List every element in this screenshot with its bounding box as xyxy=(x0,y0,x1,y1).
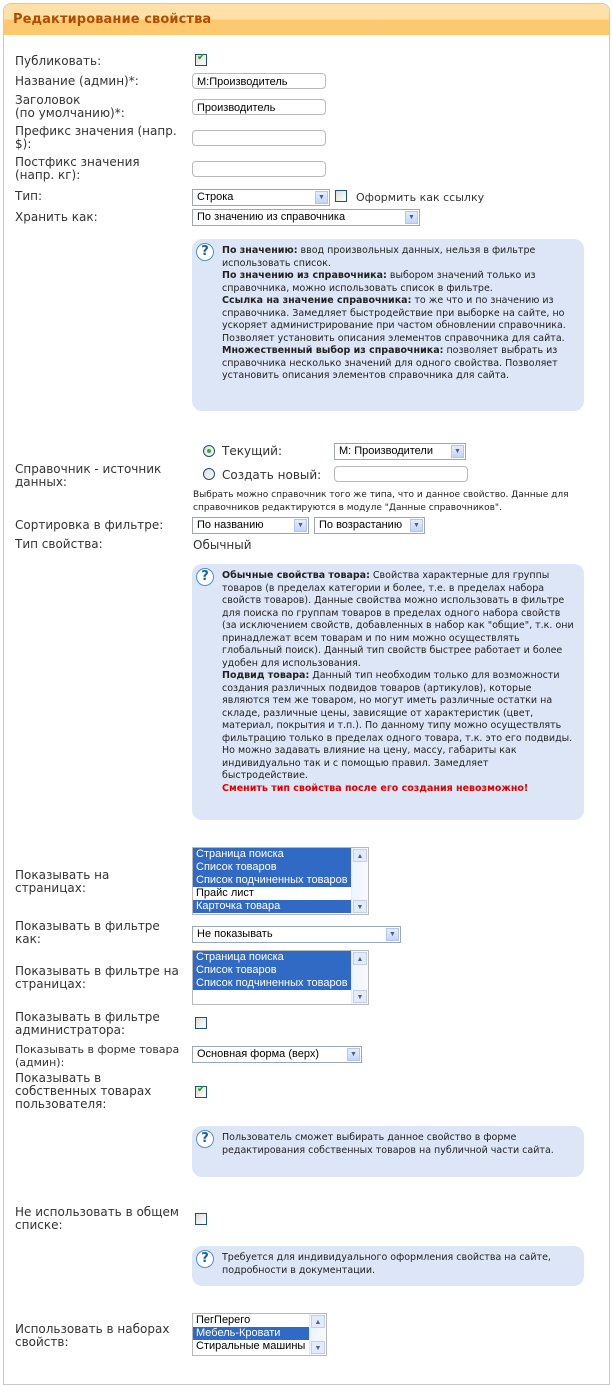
title-default-label-line2: (по умолчанию)*: xyxy=(15,106,125,120)
list-option[interactable]: Прайс лист xyxy=(196,887,254,899)
filter-sort-order-value: По возрастанию xyxy=(319,519,403,531)
dictionary-current-select[interactable] xyxy=(334,443,466,460)
publish-checkbox[interactable] xyxy=(195,54,207,66)
prefix-label-line2: $): xyxy=(15,137,32,151)
dictionary-note-line1: Выбрать можно справочник того же типа, что и данное свойство. Данные для xyxy=(193,490,569,500)
format-as-link-checkbox[interactable] xyxy=(335,190,347,202)
dictionary-note-line2: справочников редактируются в модуле "Данные справочников". xyxy=(193,503,502,513)
scrollbar[interactable] xyxy=(351,951,368,1004)
dictionary-label-line2: данных: xyxy=(15,475,67,489)
list-option[interactable]: Список товаров xyxy=(193,861,351,874)
help-desc: Требуется для индивидуального оформления свойства на сайте, подробности в документации. xyxy=(222,1252,551,1276)
product-form-label-line2: (админ): xyxy=(15,1056,65,1069)
help-term: Обычные свойства товара: xyxy=(222,570,370,581)
list-option[interactable]: Карточка товара xyxy=(193,900,351,913)
filter-as-value: Не показывать xyxy=(197,928,273,940)
dictionary-note xyxy=(193,489,569,515)
dictionary-current-label: Текущий: xyxy=(222,444,283,458)
not-in-list-help-box xyxy=(192,1246,584,1286)
dictionary-label xyxy=(15,463,161,489)
filter-sort-order-select[interactable] xyxy=(314,517,425,534)
show-on-pages-list[interactable] xyxy=(192,847,369,915)
user-products-label xyxy=(15,1072,151,1111)
store-as-select[interactable] xyxy=(192,209,420,226)
user-products-label-line2: собственных товарах xyxy=(15,1084,152,1098)
chevron-down-icon: ▼ xyxy=(294,519,307,532)
help-desc: Данный тип необходим только для возможности создания различных подвидов товаров (артикулов), которые являются тем же товаром, но могут иметь различные остатки на складе, различные цены, зависящие от характеристик (цвет, материал, покрытия и т.п.). По данному типу можно осуществлять фильтрацию только в пределах одного товара, т.к. это его подвиды. Но можно задавать влияние на цену, массу, габариты как индивидуально так и с помощью правил. Замедляет быстродействие. xyxy=(222,670,573,781)
dictionary-current-radio[interactable] xyxy=(203,445,215,457)
title-default-input[interactable]: Производитель xyxy=(192,99,326,115)
scroll-down-icon[interactable]: ▼ xyxy=(353,990,367,1003)
user-products-checkbox[interactable] xyxy=(195,1086,207,1098)
panel-header xyxy=(4,4,609,35)
scroll-down-icon[interactable]: ▼ xyxy=(311,1341,325,1354)
help-term: По значению из справочника: xyxy=(222,270,387,281)
product-form-label-line1: Показывать в форме товара xyxy=(15,1043,180,1056)
help-icon: ? xyxy=(196,243,214,261)
filter-as-label-line1: Показывать в фильтре xyxy=(15,919,160,933)
not-in-list-checkbox[interactable] xyxy=(195,1213,207,1225)
help-term: Ссылка на значение справочника: xyxy=(222,295,412,306)
help-desc: Пользователь сможет выбирать данное свойство в форме редактирования собственных товаров на публичной части сайта. xyxy=(222,1132,554,1156)
title-default-label xyxy=(15,94,125,120)
help-desc: выбором значений только из справочника, можно использовать список в фильтре. xyxy=(222,270,536,294)
property-sets-list[interactable] xyxy=(192,1313,327,1356)
not-in-list-label xyxy=(15,1206,179,1232)
filter-pages-label-line1: Показывать в фильтре на xyxy=(15,964,179,978)
dictionary-new-label: Создать новый: xyxy=(222,468,322,482)
list-option[interactable]: ПегПерего xyxy=(196,1314,251,1326)
property-type-label: Тип свойства: xyxy=(15,537,103,551)
postfix-label-line2: (напр. кг): xyxy=(15,168,81,182)
scroll-down-icon[interactable]: ▼ xyxy=(353,900,367,913)
scroll-up-icon[interactable]: ▲ xyxy=(353,952,367,965)
help-icon: ? xyxy=(196,1130,214,1148)
store-as-select-value: По значению из справочника xyxy=(197,211,346,223)
admin-filter-checkbox[interactable] xyxy=(195,1017,207,1029)
postfix-input[interactable] xyxy=(192,161,326,177)
list-option[interactable]: Стиральные машины xyxy=(196,1340,306,1352)
help-icon: ? xyxy=(196,1250,214,1268)
name-admin-label: Название (админ)*: xyxy=(15,74,139,88)
list-option[interactable]: Список подчиненных товаров xyxy=(193,977,351,990)
help-desc: позволяет выбрать из справочника несколько значений для одного свойства. Позволяет установить описания элементов справочника для сайта. xyxy=(222,345,558,381)
property-sets-label-line1: Использовать в наборах xyxy=(15,1322,170,1336)
help-term: По значению: xyxy=(222,245,298,256)
scroll-up-icon[interactable]: ▲ xyxy=(311,1315,325,1328)
filter-as-select[interactable] xyxy=(192,926,401,943)
user-products-help-box xyxy=(192,1126,584,1177)
publish-label: Публиковать: xyxy=(15,54,102,68)
filter-as-label-line2: как: xyxy=(15,932,41,946)
user-products-label-line1: Показывать в xyxy=(15,1071,102,1085)
list-option[interactable]: Страница поиска xyxy=(193,951,351,964)
admin-filter-label xyxy=(15,1011,160,1037)
list-option[interactable]: Список товаров xyxy=(193,964,351,977)
postfix-label xyxy=(15,156,140,182)
store-as-help-box xyxy=(192,239,584,411)
admin-filter-label-line2: администратора: xyxy=(15,1023,126,1037)
product-form-label xyxy=(15,1043,179,1069)
scrollbar[interactable] xyxy=(309,1314,326,1355)
warning-text: Сменить тип свойства после его создания невозможно! xyxy=(222,782,529,794)
format-as-link-label: Оформить как ссылку xyxy=(356,191,485,204)
dictionary-current-value: М: Производители xyxy=(339,445,433,457)
chevron-down-icon: ▼ xyxy=(315,191,328,204)
type-select[interactable] xyxy=(192,189,330,206)
type-select-value: Строка xyxy=(197,191,234,203)
type-label: Тип: xyxy=(15,189,43,203)
chevron-down-icon: ▼ xyxy=(451,445,464,458)
list-option[interactable]: Страница поиска xyxy=(193,848,351,861)
filter-sort-by-select[interactable] xyxy=(192,517,309,534)
product-form-value: Основная форма (верх) xyxy=(197,1048,319,1060)
help-icon: ? xyxy=(196,568,214,586)
property-sets-label-line2: свойств: xyxy=(15,1335,69,1349)
filter-as-label xyxy=(15,920,160,946)
page-title: Редактирование свойства xyxy=(13,12,212,27)
filter-sort-label: Сортировка в фильтре: xyxy=(15,518,164,532)
user-products-label-line3: пользователя: xyxy=(15,1097,107,1111)
name-admin-input[interactable]: М:Производитель xyxy=(192,73,326,89)
show-on-pages-label xyxy=(15,869,109,895)
not-in-list-label-line1: Не использовать в общем xyxy=(15,1205,179,1219)
chevron-down-icon: ▼ xyxy=(386,928,399,941)
list-option[interactable]: Список подчиненных товаров xyxy=(193,874,351,887)
store-as-label: Хранить как: xyxy=(15,210,98,224)
list-option[interactable]: Мебель-Кровати xyxy=(193,1327,309,1340)
prefix-label-line1: Префикс значения (напр. xyxy=(15,124,177,138)
scrollbar[interactable] xyxy=(351,848,368,914)
filter-pages-list[interactable] xyxy=(192,950,369,1005)
property-type-help-box xyxy=(192,564,584,820)
help-term: Множественный выбор из справочника: xyxy=(222,345,444,356)
admin-filter-label-line1: Показывать в фильтре xyxy=(15,1010,160,1024)
property-sets-label xyxy=(15,1323,169,1349)
prefix-label xyxy=(15,125,177,151)
help-term: Подвид товара: xyxy=(222,670,310,681)
chevron-down-icon: ▼ xyxy=(347,1048,360,1061)
dictionary-new-radio[interactable] xyxy=(203,468,215,480)
help-desc: ввод произвольных данных, нельзя в фильтре использовать список. xyxy=(222,245,536,269)
postfix-label-line1: Постфикс значения xyxy=(15,155,140,169)
filter-sort-by-value: По названию xyxy=(197,519,264,531)
show-on-pages-label-line1: Показывать на xyxy=(15,868,110,882)
not-in-list-label-line2: списке: xyxy=(15,1218,63,1232)
product-form-select[interactable] xyxy=(192,1046,362,1063)
filter-pages-label-line2: страницах: xyxy=(15,977,86,991)
chevron-down-icon: ▼ xyxy=(410,519,423,532)
dictionary-label-line1: Справочник - источник xyxy=(15,462,162,476)
filter-pages-label xyxy=(15,965,179,991)
help-desc: Свойства характерные для группы товаров (в пределах категории и более, т.е. в пределах набора свойств товаров). Данные свойства можно использовать в фильтре для поиска по группам товаров в пределах одного набора свойств (за исключением свойств, добавленных в набор как "общие", т.к. они принадлежат всем товарам и по ним можно осуществлять глобальный поиск). Данный тип свойств быстрее работает и более удобен для использования. xyxy=(222,570,574,669)
prefix-input[interactable] xyxy=(192,130,326,146)
title-default-label-line1: Заголовок xyxy=(15,93,81,107)
chevron-down-icon: ▼ xyxy=(405,211,418,224)
scroll-up-icon[interactable]: ▲ xyxy=(353,849,367,862)
help-desc: то же что и по значению из справочника. Замедляет быстродействие при выборке на сайте, но ускоряет администрирование при частом обновлении справочника. Позволяет установить описания элементов справочника для сайта. xyxy=(222,295,566,344)
show-on-pages-label-line2: страницах: xyxy=(15,881,86,895)
dictionary-new-input[interactable] xyxy=(334,466,468,482)
property-type-value: Обычный xyxy=(193,538,252,552)
